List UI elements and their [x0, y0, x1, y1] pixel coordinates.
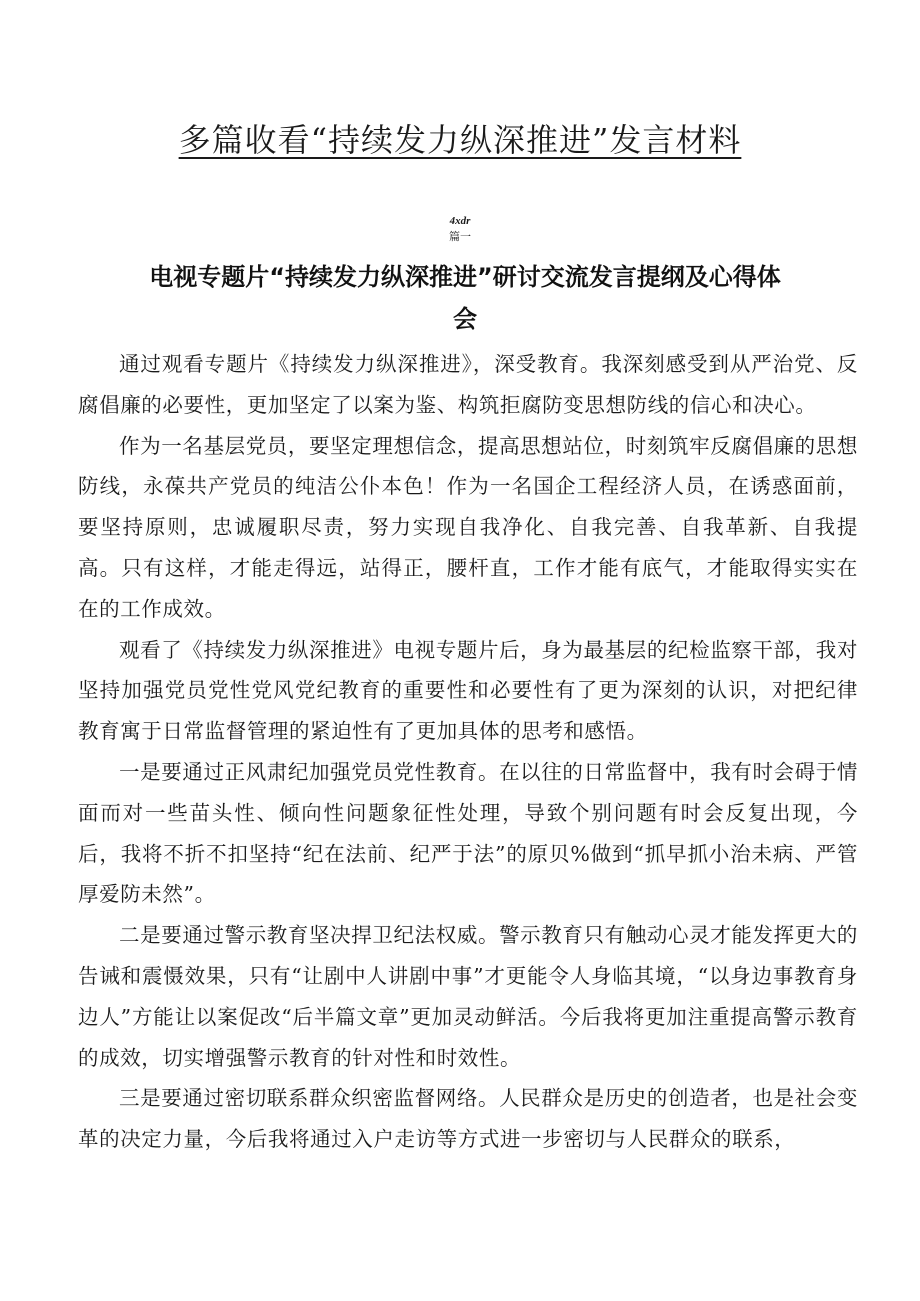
paragraph: 观看了《持续发力纵深推进》电视专题片后，身为最基层的纪检监察干部，我对坚持加强党员党性党风党纪教育的重要性和必要性有了更为深刻的认识，对把纪律教育寓于日常监督管理的紧迫性有了更加具体的思考和感悟。 — [78, 637, 858, 744]
document-code: 4xdr — [449, 215, 471, 227]
document-title-text: 多篇收看“持续发力纵深推进”发言材料 — [178, 121, 742, 159]
piece-label: 篇一 — [449, 230, 471, 243]
paragraph: 三是要通过密切联系群众织密监督网络。人民群众是历史的创造者，也是社会变革的决定力量，今后我将通过入户走访等方式进一步密切与人民群众的联系， — [78, 1086, 858, 1152]
paragraph: 作为一名基层党员，要坚定理想信念，提高思想站位，时刻筑牢反腐倡廉的思想防线，永葆共产党员的纯洁公仆本色！作为一名国企工程经济人员，在诱惑面前，要坚持原则，忠诚履职尽责，努力实现自我净化、自我完善、自我革新、自我提高。只有这样，才能走得远，站得正，腰杆直，工作才能有底气，才能取得实实在在的工作成效。 — [78, 433, 858, 621]
paragraph: 一是要通过正风肃纪加强党员党性教育。在以往的日常监督中，我有时会碍于情面而对一些苗头性、倾向性问题象征性处理，导致个别问题有时会反复出现，今后，我将不折不扣坚持“纪在法前、纪严于法”的原贝%做到“抓早抓小治未病、严管厚爱防未然”。 — [78, 759, 858, 907]
paragraph: 通过观看专题片《持续发力纵深推进》，深受教育。我深刻感受到从严治党、反腐倡廉的必要性，更加坚定了以案为鉴、构筑拒腐防变思想防线的信心和决心。 — [78, 352, 858, 417]
paragraph: 二是要通过警示教育坚决捍卫纪法权威。警示教育只有触动心灵才能发挥更大的告诫和震慑效果，只有“让剧中人讲剧中事”才更能令人身临其境，“以身边事教育身边人”方能让以案促改“后半篇文章”更加灵动鲜活。今后我将更加注重提高警示教育的成效，切实增强警示教育的针对性和时效性。 — [78, 923, 858, 1070]
section-title: 电视专题片“持续发力纵深推进”研讨交流发言提纲及心得体会 — [149, 263, 781, 333]
body-text — [78, 344, 858, 1160]
document-title — [0, 118, 920, 162]
